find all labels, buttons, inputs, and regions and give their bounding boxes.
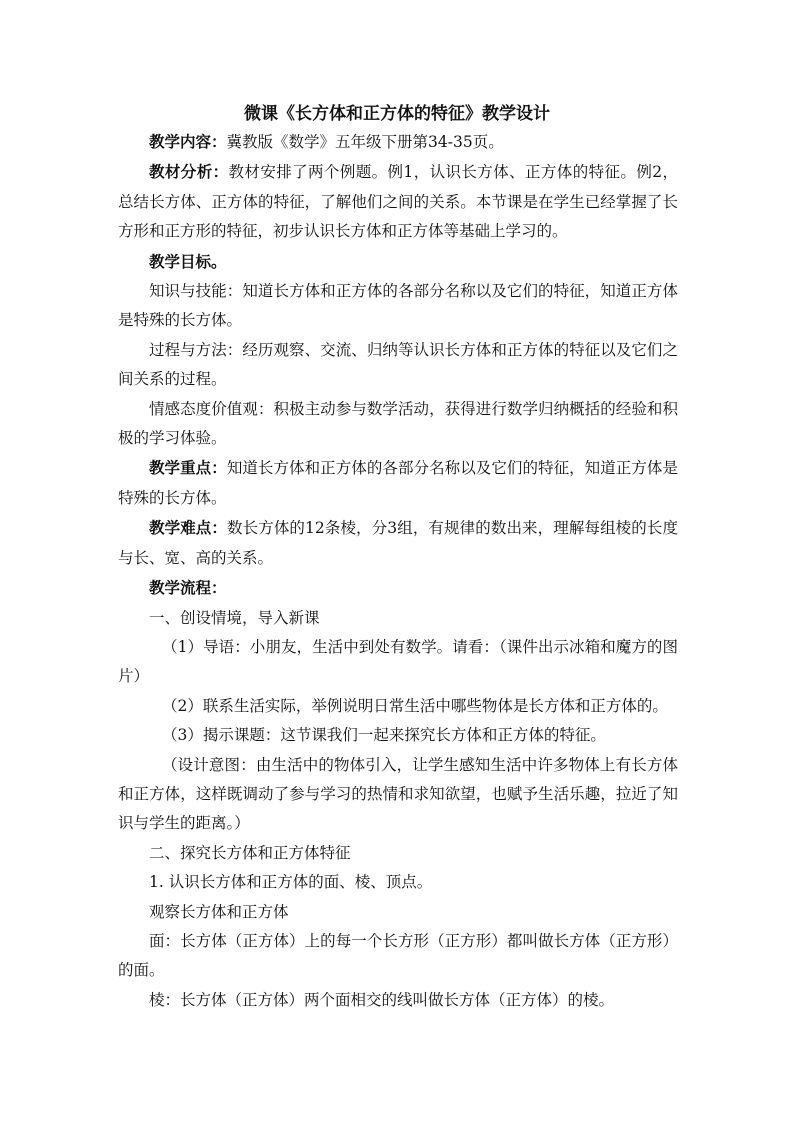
- paragraph-face-definition: [118, 927, 678, 986]
- paragraph-text: 过程与方法：经历观察、交流、归纳等认识长方体和正方体的特征以及它们之间关系的过程。: [118, 340, 678, 389]
- paragraph-emotion-values: [118, 395, 678, 454]
- paragraph-text: 面：长方体（正方体）上的每一个长方形（正方形）都叫做长方体（正方形）的面。: [118, 931, 678, 980]
- document-title: 微课《长方体和正方体的特征》教学设计: [244, 104, 550, 124]
- paragraph-text: （1）导语：小朋友，生活中到处有数学。请看：（课件出示冰箱和魔方的图片）: [118, 637, 678, 686]
- paragraph-text: （2）联系生活实际，举例说明日常生活中哪些物体是长方体和正方体的。: [162, 696, 668, 715]
- paragraph-teaching-goals: [118, 247, 678, 277]
- paragraph-text: （设计意图：由生活中的物体引入，让学生感知生活中许多物体上有长方体和正方体，这样既调动了参与学习的热情和求知欲望，也赋予生活乐趣，拉近了知识与学生的距离。）: [118, 755, 678, 833]
- paragraph-key-points: [118, 453, 678, 513]
- paragraph-text: 一、创设情境，导入新课: [149, 608, 320, 627]
- paragraph-text: 1. 认识长方体和正方体的面、棱、顶点。: [149, 873, 433, 892]
- paragraph-textbook-analysis: [118, 157, 678, 246]
- paragraph-label: 教学难点：: [149, 518, 228, 538]
- paragraph-subsection-1: [118, 868, 678, 897]
- paragraph-observe: [118, 898, 678, 927]
- paragraph-process-methods: [118, 336, 678, 395]
- paragraph-label: 教学内容：: [149, 132, 227, 151]
- paragraph-text: 知道长方体和正方体的各部分名称以及它们的特征，知道正方体是特殊的长方体。: [118, 459, 678, 507]
- paragraph-label: 教学目标。: [149, 251, 227, 271]
- section-heading-1: [118, 604, 678, 633]
- paragraph-text: 情感态度价值观：积极主动参与数学活动，获得进行数学归纳概括的经验和积极的学习体验。: [118, 399, 678, 448]
- paragraph-step-3: [118, 721, 678, 750]
- paragraph-teaching-flow: [118, 573, 678, 603]
- paragraph-design-intent: [118, 751, 678, 839]
- paragraph-label: 教材分析：: [149, 162, 229, 182]
- paragraph-difficulties: [118, 513, 678, 573]
- section-heading-2: [118, 839, 678, 868]
- document-body: [118, 127, 678, 1015]
- paragraph-edge-definition: [118, 986, 678, 1015]
- paragraph-text: 冀教版《数学》五年级下册第34-35页。: [226, 133, 504, 151]
- paragraph-label: 教学重点：: [149, 458, 227, 478]
- paragraph-text: （3）揭示课题：这节课我们一起来探究长方体和正方体的特征。: [162, 726, 606, 745]
- paragraph-teaching-content: [118, 127, 678, 157]
- paragraph-label: 教学流程：: [149, 578, 227, 598]
- paragraph-text: 教材安排了两个例题。例1，认识长方体、正方体的特征。例2，总结长方体、正方体的特征，了解他们之间的关系。本节课是在学生已经掌握了长方形和正方形的特征，初步认识长方体和正方体等基础上学习的。: [118, 163, 678, 241]
- paragraph-step-1: [118, 633, 678, 692]
- paragraph-text: 二、探究长方体和正方体特征: [149, 843, 351, 862]
- paragraph-knowledge-skills: [118, 277, 678, 336]
- paragraph-step-2: [118, 692, 678, 721]
- paragraph-text: 知识与技能：知道长方体和正方体的各部分名称以及它们的特征，知道正方体是特殊的长方体。: [118, 282, 678, 330]
- paragraph-text: 棱：长方体（正方体）两个面相交的线叫做长方体（正方体）的棱。: [149, 990, 615, 1009]
- paragraph-text: 数长方体的12条棱，分3组，有规律的数出来，理解每组棱的长度与长、宽、高的关系。: [118, 519, 678, 567]
- paragraph-text: 观察长方体和正方体: [149, 902, 289, 921]
